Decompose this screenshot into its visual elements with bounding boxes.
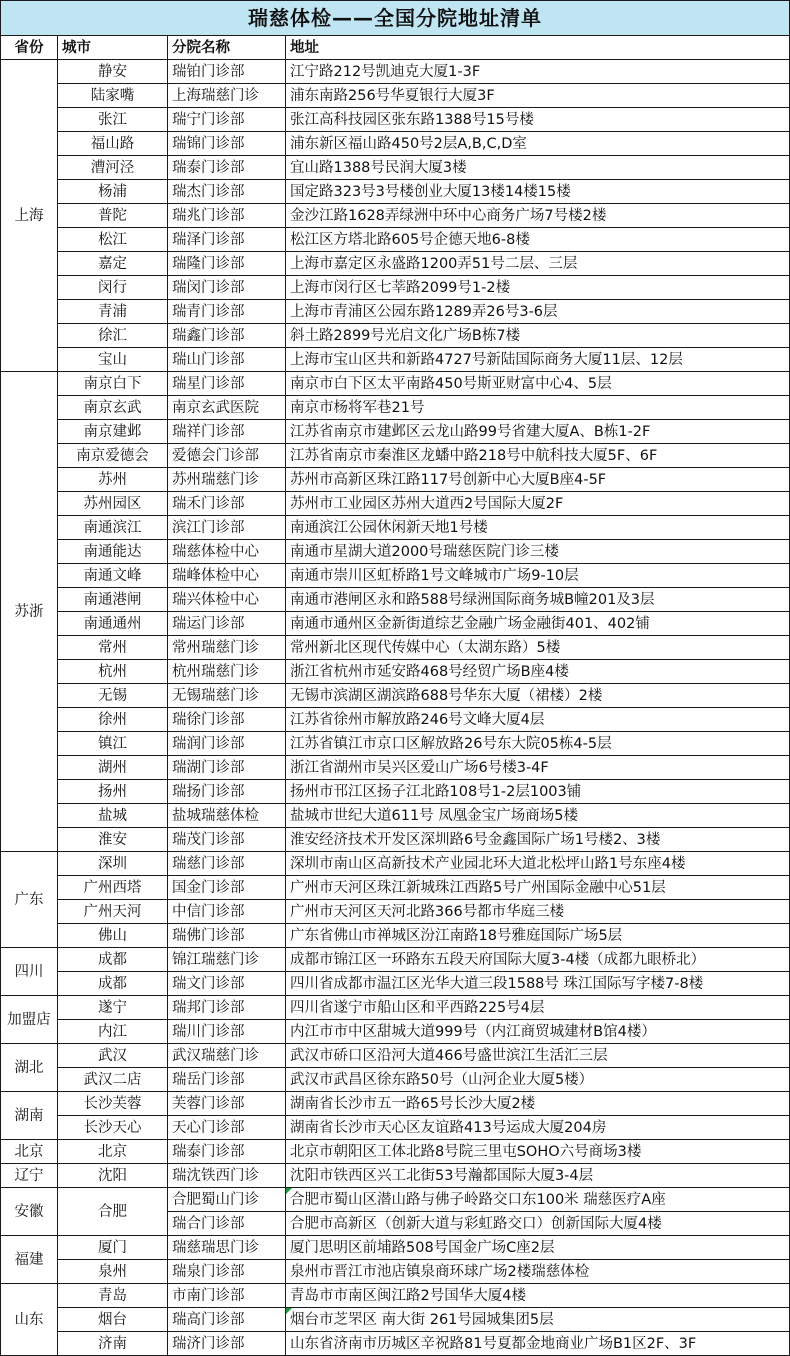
address-cell: 金沙江路1628弄绿洲中环中心商务广场7号楼2楼 [286,204,790,228]
branch-name-cell: 瑞佛门诊部 [168,924,286,948]
address-cell: 苏州市高新区珠江路117号创新中心大厦B座4-5F [286,468,790,492]
table-row [1,300,790,324]
table-row [1,1308,790,1332]
branch-name-cell: 瑞岳门诊部 [168,1068,286,1092]
city-cell: 武汉二店 [58,1068,168,1092]
header-city: 城市 [58,36,168,60]
branch-name-cell: 常州瑞慈门诊 [168,636,286,660]
branch-name-cell: 瑞青门诊部 [168,300,286,324]
city-cell: 南京玄武 [58,396,168,420]
table-row [1,324,790,348]
branch-name-cell: 中信门诊部 [168,900,286,924]
address-cell: 南京市白下区太平南路450号斯亚财富中心4、5层 [286,372,790,396]
branch-name-cell: 瑞峰体检中心 [168,564,286,588]
city-cell: 南通滨江 [58,516,168,540]
city-cell: 长沙天心 [58,1116,168,1140]
address-cell: 浦东南路256号华夏银行大厦3F [286,84,790,108]
table-row [1,756,790,780]
address-cell: 内江市市中区甜城大道999号（内江商贸城建材B馆4楼） [286,1020,790,1044]
address-cell: 合肥市蜀山区潜山路与佛子岭路交口东100米 瑞慈医疗A座 [286,1188,790,1212]
branch-name-cell: 市南门诊部 [168,1284,286,1308]
city-cell: 苏州 [58,468,168,492]
city-cell: 漕河泾 [58,156,168,180]
branch-name-cell: 瑞宁门诊部 [168,108,286,132]
table-row [1,540,790,564]
city-cell: 扬州 [58,780,168,804]
address-cell: 南京市杨将军巷21号 [286,396,790,420]
city-cell: 南通通州 [58,612,168,636]
branch-name-cell: 国金门诊部 [168,876,286,900]
province-cell: 安徽 [1,1188,58,1236]
table-row [1,1332,790,1356]
branch-name-cell: 瑞兆门诊部 [168,204,286,228]
address-cell: 合肥市高新区（创新大道与彩虹路交口）创新国际大厦4楼 [286,1212,790,1236]
address-cell: 张江高科技园区张东路1388号15号楼 [286,108,790,132]
table-row [1,780,790,804]
table-row [1,228,790,252]
address-cell: 南通滨江公园休闲新天地1号楼 [286,516,790,540]
address-cell: 南通市通州区金新街道综艺金融广场金融街401、402铺 [286,612,790,636]
province-cell: 苏浙 [1,372,58,852]
province-cell: 广东 [1,852,58,948]
branch-name-cell: 芙蓉门诊部 [168,1092,286,1116]
city-cell: 内江 [58,1020,168,1044]
branch-name-cell: 瑞铂门诊部 [168,60,286,84]
branch-name-cell: 瑞沈铁西门诊 [168,1164,286,1188]
city-cell: 厦门 [58,1236,168,1260]
header-address: 地址 [286,36,790,60]
branch-name-cell: 瑞泉门诊部 [168,1260,286,1284]
province-cell: 福建 [1,1236,58,1284]
table-row [1,1260,790,1284]
table-row [1,948,790,972]
branch-name-cell: 瑞徐门诊部 [168,708,286,732]
table-row [1,276,790,300]
address-cell: 浙江省湖州市吴兴区爱山广场6号楼3-4F [286,756,790,780]
table-row [1,180,790,204]
branch-name-cell: 上海瑞慈门诊 [168,84,286,108]
branch-name-cell: 瑞川门诊部 [168,1020,286,1044]
branch-name-cell: 瑞湖门诊部 [168,756,286,780]
city-cell: 福山路 [58,132,168,156]
province-cell: 北京 [1,1140,58,1164]
address-cell: 湖南省长沙市天心区友谊路413号运成大厦204房 [286,1116,790,1140]
table-row [1,660,790,684]
address-cell: 沈阳市铁西区兴工北街53号瀚都国际大厦3-4层 [286,1164,790,1188]
address-cell: 江苏省南京市建邺区云龙山路99号省建大厦A、B栋1-2F [286,420,790,444]
branch-name-cell: 瑞祥门诊部 [168,420,286,444]
city-cell: 长沙芙蓉 [58,1092,168,1116]
table-row [1,972,790,996]
table-row [1,1020,790,1044]
branch-name-cell: 瑞慈瑞思门诊 [168,1236,286,1260]
header-branch: 分院名称 [168,36,286,60]
address-cell: 深圳市南山区高新技术产业园北环大道北松坪山路1号东座4楼 [286,852,790,876]
table-row [1,252,790,276]
city-cell: 南京爱德会 [58,444,168,468]
address-cell: 湖南省长沙市五一路65号长沙大厦2楼 [286,1092,790,1116]
city-cell: 北京 [58,1140,168,1164]
province-cell: 上海 [1,60,58,372]
address-cell: 无锡市滨湖区湖滨路688号华东大厦（裙楼）2楼 [286,684,790,708]
address-cell: 厦门思明区前埔路508号国金广场C座2层 [286,1236,790,1260]
table-row [1,924,790,948]
city-cell: 佛山 [58,924,168,948]
table-row [1,348,790,372]
table-row [1,852,790,876]
table-row [1,1140,790,1164]
table-row [1,1188,790,1212]
table-row [1,1044,790,1068]
table-row [1,684,790,708]
address-cell: 斜土路2899号光启文化广场B栋7楼 [286,324,790,348]
address-cell: 浦东新区福山路450号2层A,B,C,D室 [286,132,790,156]
address-cell: 松江区方塔北路605号企德天地6-8楼 [286,228,790,252]
branch-name-cell: 瑞锦门诊部 [168,132,286,156]
table-row [1,132,790,156]
branch-name-cell: 瑞运门诊部 [168,612,286,636]
address-cell: 四川省遂宁市船山区和平西路225号4层 [286,996,790,1020]
table-row [1,1068,790,1092]
address-cell: 青岛市市南区闽江路2号国华大厦4楼 [286,1284,790,1308]
branch-name-cell: 瑞禾门诊部 [168,492,286,516]
branch-name-cell: 瑞润门诊部 [168,732,286,756]
branch-name-cell: 天心门诊部 [168,1116,286,1140]
branch-name-cell: 锦江瑞慈门诊 [168,948,286,972]
city-cell: 成都 [58,948,168,972]
header-province: 省份 [1,36,58,60]
branch-name-cell: 瑞鑫门诊部 [168,324,286,348]
sheet-title: 瑞慈体检——全国分院地址清单 [1,1,790,36]
branch-name-cell: 瑞闵门诊部 [168,276,286,300]
table-row [1,636,790,660]
table-row [1,84,790,108]
table-row [1,732,790,756]
city-cell: 陆家嘴 [58,84,168,108]
address-cell: 浙江省杭州市延安路468号经贸广场B座4楼 [286,660,790,684]
table-row [1,60,790,84]
table-row [1,708,790,732]
province-cell: 湖北 [1,1044,58,1092]
province-cell: 辽宁 [1,1164,58,1188]
city-cell: 南通能达 [58,540,168,564]
branch-name-cell: 瑞泰门诊部 [168,156,286,180]
city-cell: 静安 [58,60,168,84]
city-cell: 武汉 [58,1044,168,1068]
city-cell: 合肥 [58,1188,168,1236]
address-cell: 南通市崇川区虹桥路1号文峰城市广场9-10层 [286,564,790,588]
branch-name-cell: 瑞济门诊部 [168,1332,286,1356]
branch-name-cell: 无锡瑞慈门诊 [168,684,286,708]
branch-name-cell: 瑞慈门诊部 [168,852,286,876]
city-cell: 南通港闸 [58,588,168,612]
address-cell: 江苏省南京市秦淮区龙蟠中路218号中航科技大厦5F、6F [286,444,790,468]
city-cell: 嘉定 [58,252,168,276]
address-cell: 江苏省徐州市解放路246号文峰大厦4层 [286,708,790,732]
branch-name-cell: 滨江门诊部 [168,516,286,540]
city-cell: 杭州 [58,660,168,684]
address-cell: 上海市青浦区公园东路1289弄26号3-6层 [286,300,790,324]
branch-name-cell: 杭州瑞慈门诊 [168,660,286,684]
table-row [1,420,790,444]
table-row [1,828,790,852]
city-cell: 松江 [58,228,168,252]
table-row [1,996,790,1020]
address-cell: 上海市嘉定区永盛路1200弄51号二层、三层 [286,252,790,276]
address-cell: 山东省济南市历城区辛祝路81号夏都金地商业广场B1区2F、3F [286,1332,790,1356]
address-cell: 武汉市硚口区沿河大道466号盛世滨江生活汇三层 [286,1044,790,1068]
table-row [1,108,790,132]
city-cell: 泉州 [58,1260,168,1284]
address-cell: 广东省佛山市禅城区汾江南路18号雅庭国际广场5层 [286,924,790,948]
address-cell: 烟台市芝罘区 南大街 261号园城集团5层 [286,1308,790,1332]
table-row [1,372,790,396]
branch-name-cell: 瑞泰门诊部 [168,1140,286,1164]
branch-name-cell: 苏州瑞慈门诊 [168,468,286,492]
city-cell: 杨浦 [58,180,168,204]
city-cell: 南通文峰 [58,564,168,588]
city-cell: 淮安 [58,828,168,852]
address-cell: 成都市锦江区一环路东五段天府国际大厦3-4楼（成都九眼桥北） [286,948,790,972]
city-cell: 烟台 [58,1308,168,1332]
table-row [1,876,790,900]
branch-name-cell: 爱德会门诊部 [168,444,286,468]
address-cell: 国定路323号3号楼创业大厦13楼14楼15楼 [286,180,790,204]
city-cell: 青浦 [58,300,168,324]
header-row [1,36,790,60]
table-row [1,804,790,828]
city-cell: 深圳 [58,852,168,876]
city-cell: 盐城 [58,804,168,828]
branch-name-cell: 瑞茂门诊部 [168,828,286,852]
branch-name-cell: 瑞隆门诊部 [168,252,286,276]
city-cell: 南京白下 [58,372,168,396]
table-row [1,396,790,420]
city-cell: 沈阳 [58,1164,168,1188]
city-cell: 徐汇 [58,324,168,348]
address-cell: 广州市天河区珠江新城珠江西路5号广州国际金融中心51层 [286,876,790,900]
city-cell: 常州 [58,636,168,660]
city-cell: 青岛 [58,1284,168,1308]
address-cell: 扬州市邗江区扬子江北路108号1-2层1003铺 [286,780,790,804]
city-cell: 南京建邺 [58,420,168,444]
address-cell: 上海市宝山区共和新路4727号新陆国际商务大厦11层、12层 [286,348,790,372]
branch-name-cell: 瑞合门诊部 [168,1212,286,1236]
city-cell: 湖州 [58,756,168,780]
province-cell: 加盟店 [1,996,58,1044]
table-row [1,1116,790,1140]
address-cell: 江宁路212号凯迪克大厦1-3F [286,60,790,84]
address-cell: 广州市天河区天河北路366号都市华庭三楼 [286,900,790,924]
branch-name-cell: 瑞文门诊部 [168,972,286,996]
address-cell: 苏州市工业园区苏州大道西2号国际大厦2F [286,492,790,516]
table-row [1,156,790,180]
table-row [1,516,790,540]
city-cell: 张江 [58,108,168,132]
table-row [1,1164,790,1188]
branch-name-cell: 盐城瑞慈体检 [168,804,286,828]
city-cell: 遂宁 [58,996,168,1020]
address-cell: 南通市港闸区永和路588号绿洲国际商务城B幢201及3层 [286,588,790,612]
table-row [1,612,790,636]
address-cell: 上海市闵行区七莘路2099号1-2楼 [286,276,790,300]
city-cell: 宝山 [58,348,168,372]
table-row [1,492,790,516]
city-cell: 成都 [58,972,168,996]
city-cell: 无锡 [58,684,168,708]
address-cell: 盐城市世纪大道611号 凤凰金宝广场商场5楼 [286,804,790,828]
table-row [1,1236,790,1260]
province-cell: 四川 [1,948,58,996]
city-cell: 济南 [58,1332,168,1356]
address-cell: 北京市朝阳区工体北路8号院三里屯SOHO六号商场3楼 [286,1140,790,1164]
branch-name-cell: 合肥蜀山门诊 [168,1188,286,1212]
branch-name-cell: 瑞扬门诊部 [168,780,286,804]
address-cell: 武汉市武昌区徐东路50号（山河企业大厦5楼） [286,1068,790,1092]
address-cell: 宜山路1388号民润大厦3楼 [286,156,790,180]
table-row [1,1284,790,1308]
branch-name-cell: 南京玄武医院 [168,396,286,420]
table-row [1,588,790,612]
table-row [1,900,790,924]
city-cell: 苏州园区 [58,492,168,516]
city-cell: 普陀 [58,204,168,228]
province-cell: 山东 [1,1284,58,1356]
city-cell: 镇江 [58,732,168,756]
branch-name-cell: 瑞山门诊部 [168,348,286,372]
address-cell: 泉州市晋江市池店镇泉商环球广场2楼瑞慈体检 [286,1260,790,1284]
address-cell: 淮安经济技术开发区深圳路6号金鑫国际广场1号楼2、3楼 [286,828,790,852]
table-row [1,564,790,588]
branch-name-cell: 瑞慈体检中心 [168,540,286,564]
branch-name-cell: 瑞杰门诊部 [168,180,286,204]
address-cell: 常州新北区现代传媒中心（太湖东路）5楼 [286,636,790,660]
address-cell: 四川省成都市温江区光华大道三段1588号 珠江国际写字楼7-8楼 [286,972,790,996]
city-cell: 广州天河 [58,900,168,924]
city-cell: 广州西塔 [58,876,168,900]
branch-name-cell: 瑞高门诊部 [168,1308,286,1332]
branch-name-cell: 瑞泽门诊部 [168,228,286,252]
table-row [1,204,790,228]
branch-name-cell: 瑞邦门诊部 [168,996,286,1020]
city-cell: 徐州 [58,708,168,732]
address-cell: 江苏省镇江市京口区解放路26号东大院05栋4-5层 [286,732,790,756]
city-cell: 闵行 [58,276,168,300]
province-cell: 湖南 [1,1092,58,1140]
branch-name-cell: 瑞星门诊部 [168,372,286,396]
branch-name-cell: 瑞兴体检中心 [168,588,286,612]
table-row [1,1092,790,1116]
table-row [1,468,790,492]
address-cell: 南通市星湖大道2000号瑞慈医院门诊三楼 [286,540,790,564]
table-row [1,444,790,468]
branch-name-cell: 武汉瑞慈门诊 [168,1044,286,1068]
